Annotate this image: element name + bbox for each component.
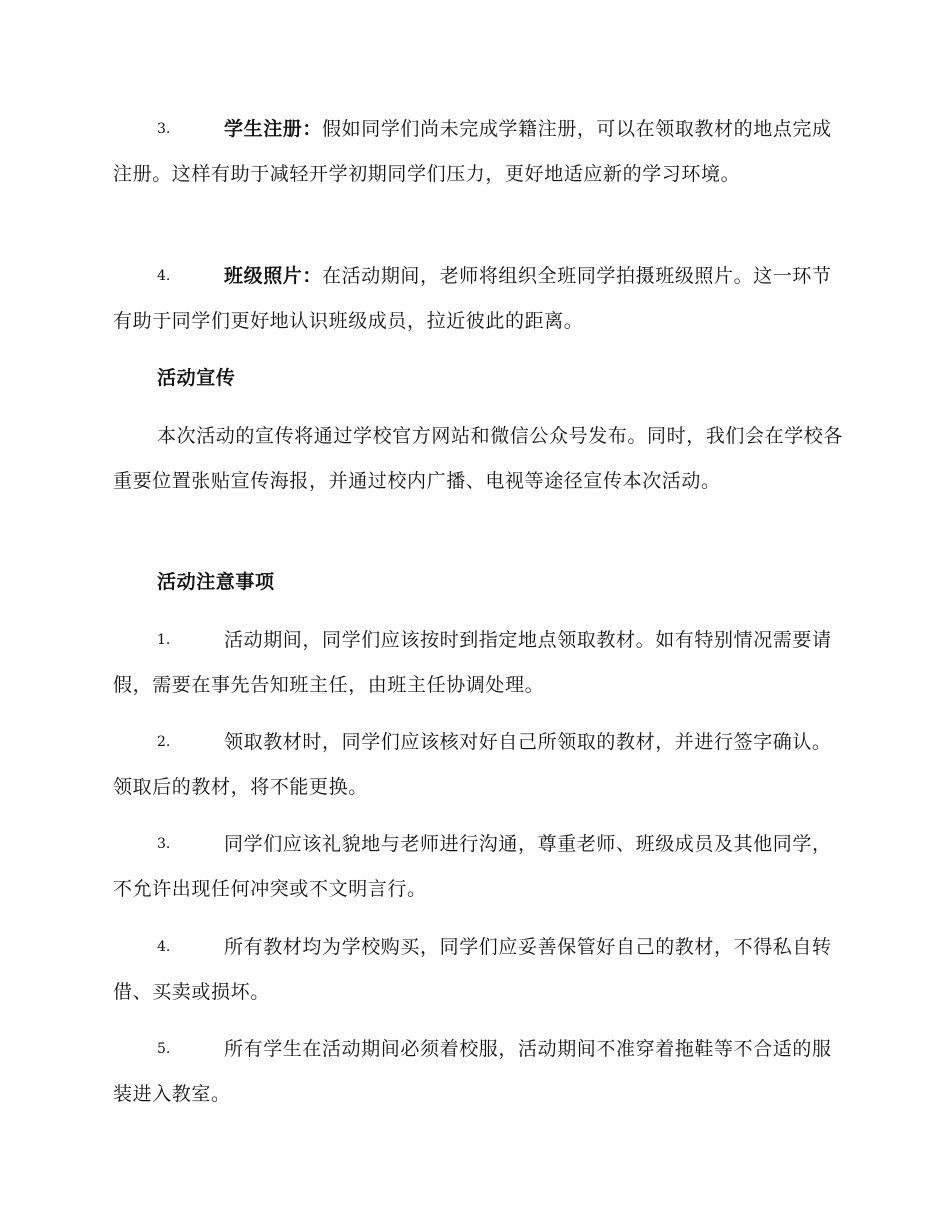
item-text: 所有学生在活动期间必须着校服，活动期间不准穿着拖鞋等不合适的服装进入教室。 — [113, 1038, 832, 1105]
item-text: 领取教材时，同学们应该核对好自己所领取的教材，并进行签字确认。领取后的教材，将不能更换。 — [113, 731, 832, 798]
list-number: 4. — [157, 939, 171, 955]
list-item-note-1 — [113, 618, 843, 708]
item-text: 所有教材均为学校购买，同学们应妥善保管好自己的教材，不得私自转借、买卖或损坏。 — [113, 936, 832, 1003]
list-number: 5. — [157, 1041, 171, 1057]
list-number: 4. — [157, 268, 171, 284]
item-title: 学生注册： — [224, 118, 323, 140]
list-number: 1. — [157, 632, 171, 648]
list-item-note-2 — [113, 720, 843, 810]
paragraph-publicity — [113, 414, 843, 504]
item-text: 假如同学们尚未完成学籍注册，可以在领取教材的地点完成注册。这样有助于减轻开学初期同学们压力，更好地适应新的学习环境。 — [113, 118, 832, 185]
list-item-note-5 — [113, 1027, 843, 1117]
section-heading-notes: 活动注意事项 — [157, 571, 275, 593]
item-text: 活动期间，同学们应该按时到指定地点领取教材。如有特别情况需要请假，需要在事先告知班主任，由班主任协调处理。 — [113, 629, 832, 696]
list-item-class-photo — [113, 254, 843, 344]
list-item-note-4 — [113, 925, 843, 1015]
list-item-registration — [113, 107, 843, 197]
item-text: 同学们应该礼貌地与老师进行沟通，尊重老师、班级成员及其他同学，不允许出现任何冲突或不文明言行。 — [113, 833, 832, 900]
section-heading-publicity: 活动宣传 — [157, 367, 236, 389]
item-title: 班级照片： — [224, 265, 323, 287]
list-number: 3. — [157, 836, 171, 852]
list-number: 3. — [157, 121, 171, 137]
list-number: 2. — [157, 734, 171, 750]
item-text: 在活动期间，老师将组织全班同学拍摄班级照片。这一环节有助于同学们更好地认识班级成员，拉近彼此的距离。 — [113, 265, 832, 332]
paragraph-text: 本次活动的宣传将通过学校官方网站和微信公众号发布。同时，我们会在学校各重要位置张贴宣传海报，并通过校内广播、电视等途径宣传本次活动。 — [113, 425, 844, 492]
list-item-note-3 — [113, 822, 843, 912]
